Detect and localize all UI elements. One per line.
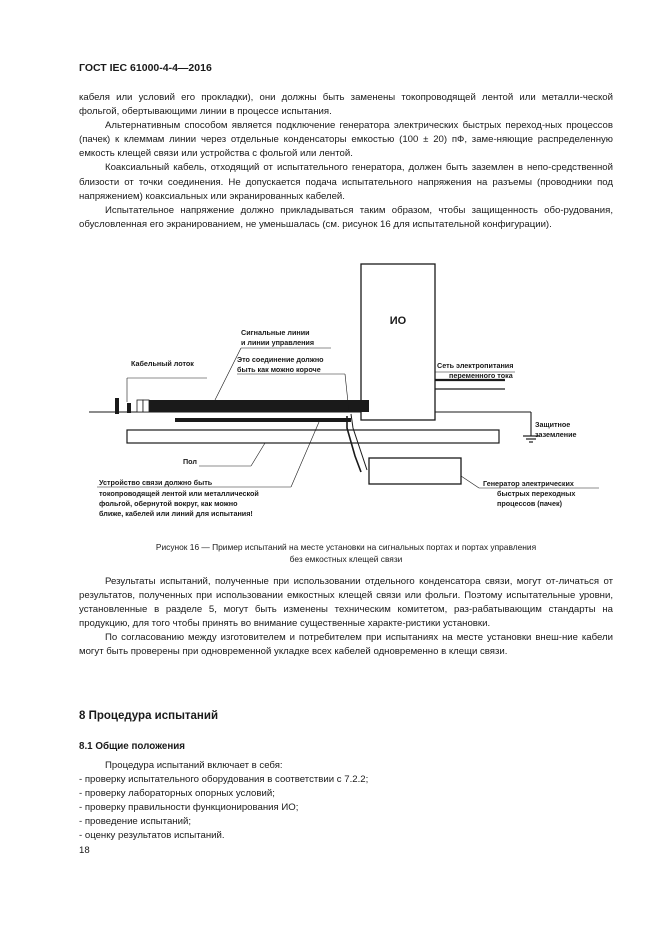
coupling-device-label: фольгой, обернутой вокруг, как можно bbox=[99, 499, 238, 508]
procedure-list bbox=[79, 759, 613, 844]
generator-box bbox=[369, 458, 461, 484]
generator-label: Генератор электрических bbox=[483, 479, 574, 488]
list-item: - оценку результатов испытаний. bbox=[79, 830, 225, 842]
ac-mains-label: переменного тока bbox=[449, 371, 513, 380]
tray-post bbox=[127, 403, 131, 413]
eut-box bbox=[361, 264, 435, 420]
list-item: - проверку правильности функционирования ИО; bbox=[79, 802, 299, 814]
leader-line bbox=[251, 443, 265, 466]
caption-line: Рисунок 16 — Пример испытаний на месте установки на сигнальных портах и портах управления bbox=[155, 542, 537, 552]
earth-label: заземление bbox=[535, 430, 577, 439]
coupling-foil bbox=[175, 418, 351, 422]
section-heading: 8 Процедура испытаний bbox=[79, 710, 219, 722]
signal-lines-label: Сигнальные линии bbox=[241, 328, 310, 337]
eut-label: ИО bbox=[389, 315, 407, 327]
generator-label: процессов (пачек) bbox=[497, 499, 562, 508]
document-header: ГОСТ IEC 61000-4-4—2016 bbox=[79, 62, 212, 74]
tray-post bbox=[115, 398, 119, 414]
paragraph: Результаты испытаний, полученные при использовании отдельного конденсатора связи, могут от-личаться от результатов, полученных при использовании емкостных клещей связи или фольги. Поэтому испытательные уровни, установленные в разделе 5, могут быть изменены техническим комитетом, раз-рабатывающим стандарты на продукцию, для того чтобы принять во внимание существенные характе-ристики установки. bbox=[79, 576, 613, 630]
signal-lines-label: и линии управления bbox=[241, 338, 315, 347]
connection-note: быть как можно короче bbox=[237, 365, 321, 374]
figure-diagram bbox=[79, 256, 613, 538]
connection-note: Это соединение должно bbox=[237, 355, 324, 364]
generator-label: быстрых переходных bbox=[497, 489, 576, 498]
cable-bundle bbox=[137, 400, 369, 412]
page-number: 18 bbox=[79, 845, 90, 856]
caption-line: без емкостных клещей связи bbox=[289, 554, 403, 564]
cable-tray-label: Кабельный лоток bbox=[131, 359, 194, 368]
coupling-device-label: токопроводящей лентой или металлической bbox=[99, 489, 259, 498]
list-item: - проверку испытательного оборудования в соответствии с 7.2.2; bbox=[79, 774, 369, 786]
list-item: - проверку лабораторных опорных условий; bbox=[79, 788, 275, 800]
coupling-device-label: Устройство связи должно быть bbox=[99, 478, 213, 487]
leader-line bbox=[461, 476, 479, 488]
coupling-device-label: ближе, кабелей или линий для испытания! bbox=[99, 509, 253, 518]
cable-end bbox=[143, 400, 149, 412]
list-item: - проведение испытаний; bbox=[79, 816, 191, 828]
cable-end bbox=[137, 400, 143, 412]
paragraph: Коаксиальный кабель, отходящий от испытательного генератора, должен быть заземлен в непо-средственной близости от точки соединения. Не допускается подача испытательного напряжения на разъемы (проводники под напряжением) коаксиальных или экранированных кабелей. bbox=[79, 162, 613, 202]
paragraph: По согласованию между изготовителем и потребителем при испытаниях на месте установки внеш-ние кабели могут быть проверены при одновременной укладке всех кабелей одновременно в клещи связи. bbox=[79, 632, 613, 658]
floor-label: Пол bbox=[183, 457, 197, 466]
coupling-lead bbox=[347, 416, 361, 472]
subsection-heading: 8.1 Общие положения bbox=[79, 741, 186, 752]
paragraph: кабеля или условий его прокладки), они должны быть заменены токопроводящей лентой или металли-ческой фольгой, обертывающими линии в процессе испытания. bbox=[79, 92, 613, 118]
body-text-top bbox=[79, 91, 613, 232]
figure-caption bbox=[79, 541, 613, 565]
paragraph: Испытательное напряжение должно прикладываться таким образом, чтобы защищенность обо-рудования, обусловленная его экранированием, не уменьшалась (см. рисунок 16 для испытательной конфигурации). bbox=[79, 204, 613, 230]
list-intro: Процедура испытаний включает в себя: bbox=[105, 760, 283, 771]
paragraph: Альтернативным способом является подключение генератора электрических быстрых переход-ных процессов (пачек) к клеммам линии через отдельные конденсаторы емкостью (100 ± 20) пФ, заме-няющие распределенную емкость клещей связи или устройства с фольгой или лентой. bbox=[79, 120, 613, 160]
ac-mains-label: Сеть электропитания bbox=[437, 361, 514, 370]
figure-16 bbox=[79, 256, 613, 538]
earth-label: Защитное bbox=[535, 420, 571, 429]
body-text-bottom bbox=[79, 575, 613, 660]
